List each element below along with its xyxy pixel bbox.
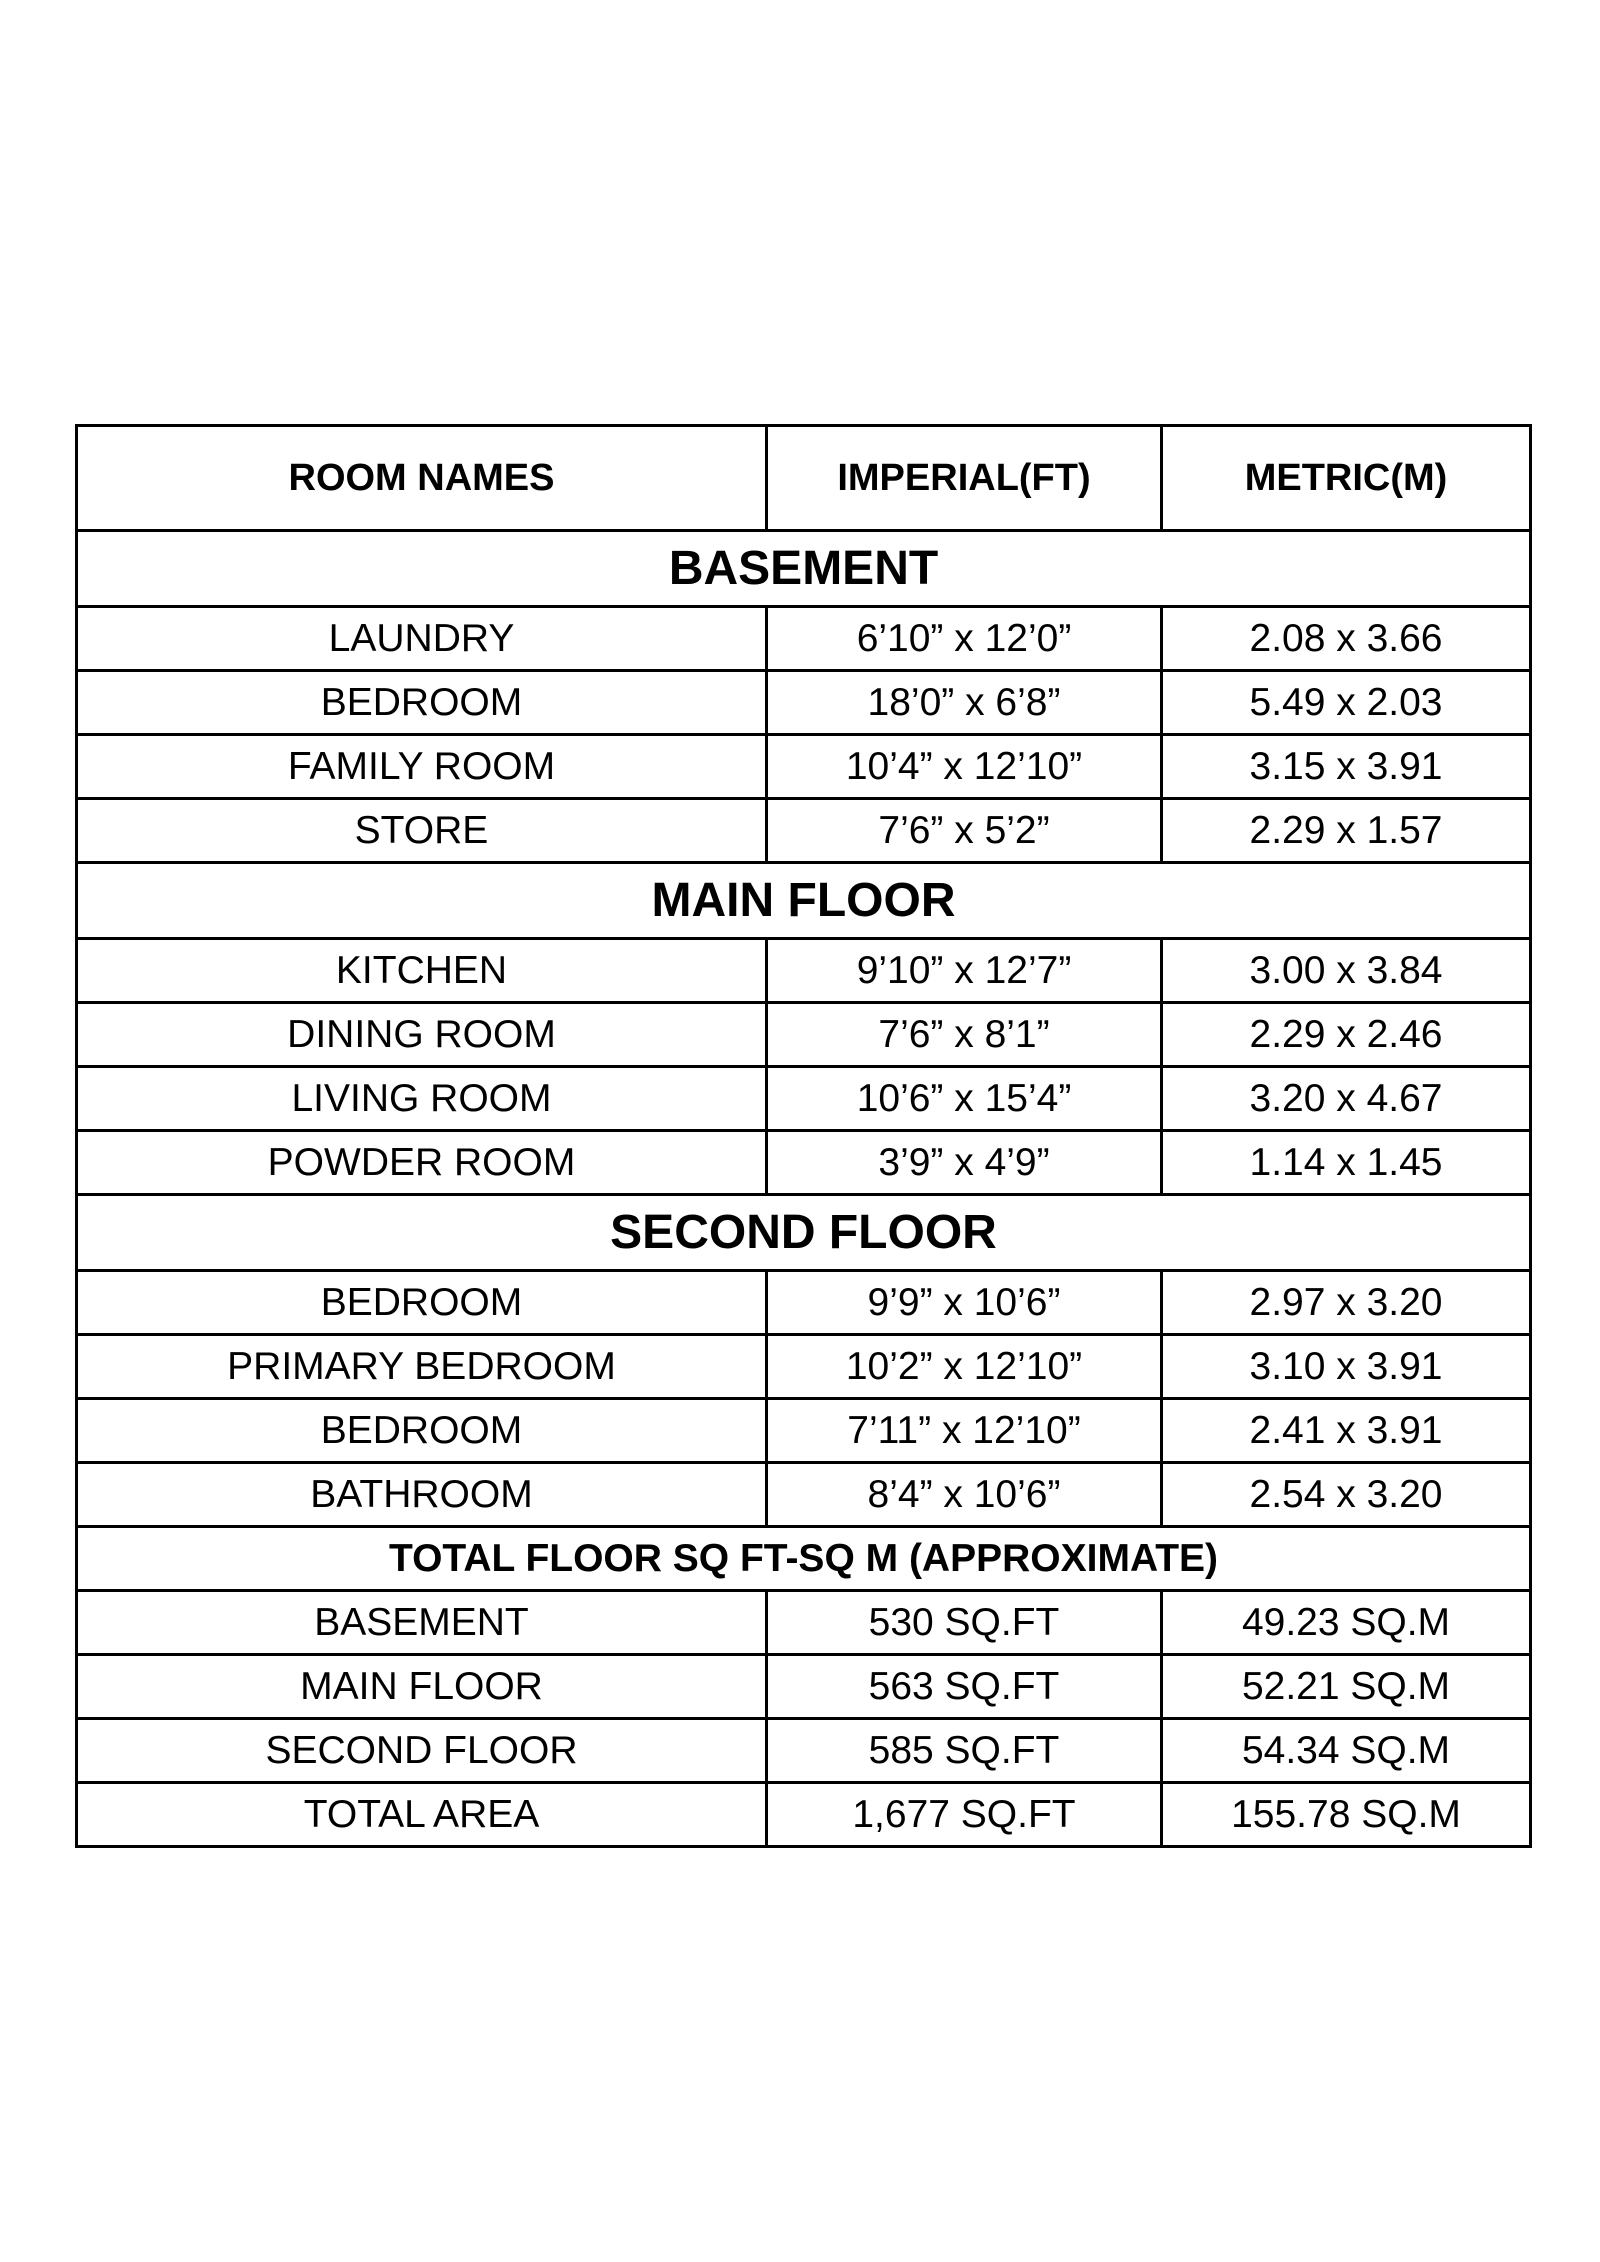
area-sqft-cell: 563 SQ.FT (767, 1655, 1162, 1719)
room-name-cell: DINING ROOM (77, 1003, 767, 1067)
floor-name-cell: MAIN FLOOR (77, 1655, 767, 1719)
room-name-cell: STORE (77, 799, 767, 863)
room-name-cell: POWDER ROOM (77, 1131, 767, 1195)
table-row (77, 1463, 1531, 1527)
metric-cell: 3.15 x 3.91 (1162, 735, 1531, 799)
room-name-cell: BEDROOM (77, 1271, 767, 1335)
table-row (77, 939, 1531, 1003)
room-name-cell: FAMILY ROOM (77, 735, 767, 799)
room-name-cell: BATHROOM (77, 1463, 767, 1527)
header-room-names: ROOM NAMES (77, 426, 767, 531)
room-name-cell: LIVING ROOM (77, 1067, 767, 1131)
imperial-cell: 8’4” x 10’6” (767, 1463, 1162, 1527)
area-sqm-cell: 49.23 SQ.M (1162, 1591, 1531, 1655)
table-row (77, 1271, 1531, 1335)
room-name-cell: BEDROOM (77, 671, 767, 735)
room-name-cell: LAUNDRY (77, 607, 767, 671)
metric-cell: 2.97 x 3.20 (1162, 1271, 1531, 1335)
table-row (77, 1783, 1531, 1847)
room-name-cell: BEDROOM (77, 1399, 767, 1463)
imperial-cell: 6’10” x 12’0” (767, 607, 1162, 671)
imperial-cell: 7’6” x 8’1” (767, 1003, 1162, 1067)
floor-name-cell: BASEMENT (77, 1591, 767, 1655)
imperial-cell: 10’2” x 12’10” (767, 1335, 1162, 1399)
imperial-cell: 10’6” x 15’4” (767, 1067, 1162, 1131)
room-name-cell: KITCHEN (77, 939, 767, 1003)
room-dimensions-table (75, 424, 1532, 1848)
imperial-cell: 7’6” x 5’2” (767, 799, 1162, 863)
table-row (77, 799, 1531, 863)
table-row (77, 735, 1531, 799)
section-totals (77, 1527, 1531, 1591)
table-row (77, 1399, 1531, 1463)
metric-cell: 2.54 x 3.20 (1162, 1463, 1531, 1527)
metric-cell: 2.29 x 1.57 (1162, 799, 1531, 863)
area-sqft-cell: 1,677 SQ.FT (767, 1783, 1162, 1847)
floor-name-cell: SECOND FLOOR (77, 1719, 767, 1783)
section-title: SECOND FLOOR (77, 1195, 1531, 1271)
table-row (77, 1655, 1531, 1719)
table-row (77, 1003, 1531, 1067)
table-row (77, 1131, 1531, 1195)
section-title: MAIN FLOOR (77, 863, 1531, 939)
area-sqm-cell: 52.21 SQ.M (1162, 1655, 1531, 1719)
metric-cell: 3.20 x 4.67 (1162, 1067, 1531, 1131)
section-main-floor (77, 863, 1531, 939)
metric-cell: 2.08 x 3.66 (1162, 607, 1531, 671)
section-second-floor (77, 1195, 1531, 1271)
area-sqft-cell: 530 SQ.FT (767, 1591, 1162, 1655)
metric-cell: 3.10 x 3.91 (1162, 1335, 1531, 1399)
imperial-cell: 9’10” x 12’7” (767, 939, 1162, 1003)
imperial-cell: 3’9” x 4’9” (767, 1131, 1162, 1195)
section-title: TOTAL FLOOR SQ FT-SQ M (APPROXIMATE) (77, 1527, 1531, 1591)
metric-cell: 2.41 x 3.91 (1162, 1399, 1531, 1463)
section-basement (77, 531, 1531, 607)
table-row (77, 671, 1531, 735)
metric-cell: 2.29 x 2.46 (1162, 1003, 1531, 1067)
room-name-cell: PRIMARY BEDROOM (77, 1335, 767, 1399)
metric-cell: 5.49 x 2.03 (1162, 671, 1531, 735)
header-imperial: IMPERIAL(FT) (767, 426, 1162, 531)
table-header-row (77, 426, 1531, 531)
table-row (77, 607, 1531, 671)
table-row (77, 1591, 1531, 1655)
header-metric: METRIC(M) (1162, 426, 1531, 531)
area-sqm-cell: 54.34 SQ.M (1162, 1719, 1531, 1783)
area-sqft-cell: 585 SQ.FT (767, 1719, 1162, 1783)
table-row (77, 1719, 1531, 1783)
table-row (77, 1335, 1531, 1399)
imperial-cell: 18’0” x 6’8” (767, 671, 1162, 735)
imperial-cell: 9’9” x 10’6” (767, 1271, 1162, 1335)
floor-name-cell: TOTAL AREA (77, 1783, 767, 1847)
area-sqm-cell: 155.78 SQ.M (1162, 1783, 1531, 1847)
section-title: BASEMENT (77, 531, 1531, 607)
table-row (77, 1067, 1531, 1131)
metric-cell: 3.00 x 3.84 (1162, 939, 1531, 1003)
imperial-cell: 10’4” x 12’10” (767, 735, 1162, 799)
imperial-cell: 7’11” x 12’10” (767, 1399, 1162, 1463)
metric-cell: 1.14 x 1.45 (1162, 1131, 1531, 1195)
